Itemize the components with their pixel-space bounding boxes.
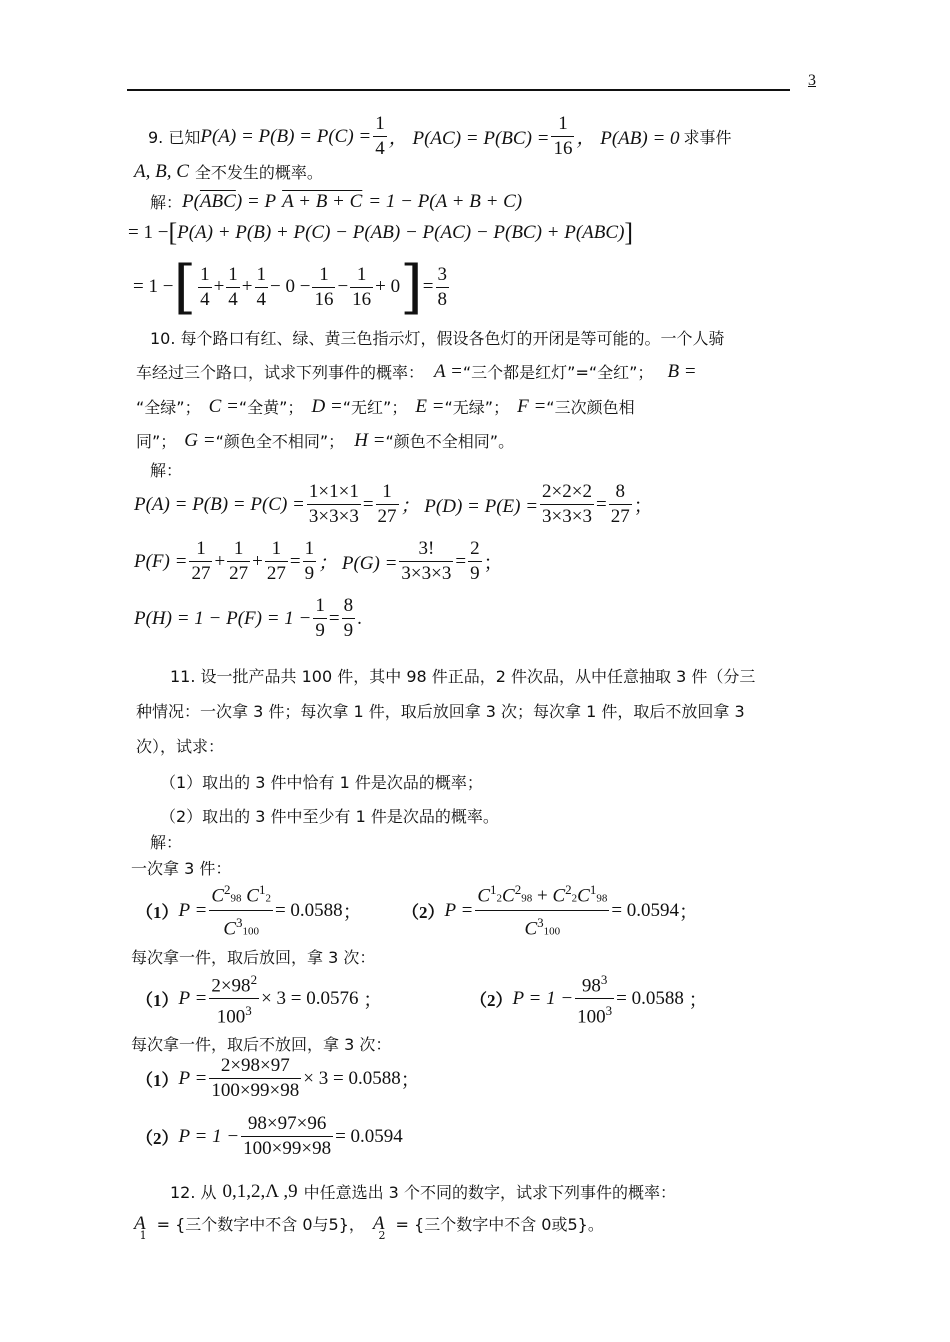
q9-solution-line1 [150, 190, 522, 213]
q10-D: D = [311, 395, 343, 417]
q10-B: B = [667, 360, 697, 382]
q12-p1a: 12. 从 [170, 1183, 217, 1202]
q9-l3-f3: $\frac{1}{4}$ [256, 263, 267, 310]
q11-c3-label1: （1） [136, 1071, 179, 1090]
q9-l1-lhs: P( [182, 190, 200, 212]
q10-eq3: P(H) = 1 − P(F) = 1 − $\frac{1}{9}$ = $\frac{8}{9}$ . [134, 595, 362, 641]
q9-l1-bar: $\overline{ABC}$ [199, 190, 236, 212]
q9-l3-f5: $\frac{1}{16}$ [352, 263, 372, 310]
q9-ask: 求事件 [683, 128, 732, 147]
q10-p4 [136, 429, 514, 452]
q11-c1-r2: = 0.0594 [611, 899, 680, 921]
q11-p2: 种情况：一次拿 3 件；每次拿 1 件，取后放回拿 3 次；每次拿 1 件，取后不放回拿 3 [136, 702, 745, 721]
q11-c2-label1: （1） [136, 991, 179, 1011]
q12-A1-sub: 1 [139, 1229, 147, 1242]
q11-c2-P1: P = [178, 987, 208, 1009]
q9-l3-close: ] [400, 253, 423, 321]
q10-H-desc: “颜色不全相同”。 [385, 432, 515, 451]
q10-eq2-res2: $\frac{2}{9}$ [470, 538, 480, 584]
q11-sol-label: 解： [150, 833, 183, 852]
q10-eq1-f2: $\frac{1}{27}$ [377, 481, 397, 527]
q11-c2-P2: P = 1 − [512, 987, 574, 1009]
q10-eq2-f2: $\frac{3!}{3\times 3\times 3}$ [401, 538, 452, 584]
q10-eq3-f: $\frac{1}{9}$ [315, 595, 325, 641]
q10-H: H = [354, 429, 386, 451]
q9-l3-result: $\frac{3}{8}$ [437, 263, 447, 310]
q9-ask2: 全不发生的概率。 [194, 163, 323, 182]
q9-intro: 9. 已知 [148, 128, 201, 147]
q11-c1-label1: （1） [136, 903, 179, 923]
q9-cond3: ， P(AB) = 0 [576, 128, 680, 149]
q11-s1: （1）取出的 3 件中恰有 1 件是次品的概率； [160, 773, 483, 792]
q11-c1-r1: = 0.0588 [274, 899, 343, 921]
q10-eq1-lhs: P(A) = P(B) = P(C) = [134, 493, 305, 515]
q10-A: A = [434, 360, 463, 382]
q12-p1b: 中任意选出 3 个不同的数字，试求下列事件的概率： [303, 1183, 676, 1202]
q9-l2-close: ] [624, 218, 634, 247]
q11-c3-P1: P = [178, 1067, 208, 1089]
q11-c1-frac1: $\frac{C^298 C^12}{C^3100}$ [209, 878, 273, 944]
q12-events [134, 1212, 604, 1242]
q11-case2-eq2: （2） P = 1 − $\frac{98^3}{100^3}$ = 0.0588 ； [470, 968, 708, 1030]
q10-E: E = [415, 395, 445, 417]
q12-A2-desc: = {三个数字中不含 0或5}。 [395, 1215, 604, 1234]
q9-l1-mid: ) = P [235, 190, 277, 212]
q11-p1: 11. 设一批产品共 100 件，其中 98 件正品，2 件次品，从中任意抽取 3 件（分三 [170, 667, 756, 686]
q11-c3-label2: （2） [136, 1129, 179, 1148]
q10-p2a: 车经过三个路口，试求下列事件的概率： [136, 363, 425, 382]
q11-c3-frac1: $\frac{2\times 98\times 97}{100\times 99\times 98}$ [211, 1055, 300, 1101]
q11-c3-r2: = 0.0594 [335, 1125, 403, 1147]
q9-l3-f2: $\frac{1}{4}$ [228, 263, 238, 310]
q11-c2-frac2: $\frac{98^3}{100^3}$ [575, 968, 614, 1030]
q9-sol-label: 解： [150, 193, 183, 212]
header-rule [127, 89, 790, 91]
q11-c1-label2: （2） [402, 903, 445, 923]
q11-s2: （2）取出的 3 件中至少有 1 件是次品的概率。 [160, 807, 499, 826]
q10-eq2-mid: ； P(G) = [318, 553, 398, 574]
q10-C-desc: “全黄”； [238, 398, 304, 417]
q9-cond2: ， P(AC) = P(BC) = [388, 128, 550, 149]
q11-case2: 每次拿一件，取后放回，拿 3 次： [131, 948, 376, 967]
q10-eq1-mid: ； P(D) = P(E) = [400, 496, 539, 517]
page-number: 3 [808, 72, 816, 89]
q9-solution-line3: = 1 − [ $\frac{1}{4}$ + $\frac{1}{4}$ + $\frac{1}{4}$ − 0 − $\frac{1}{16}$ − $\frac{1}{16}$ + 0 ] = $\frac{3}{8}$ [133, 253, 447, 321]
q10-F: F = [517, 395, 547, 417]
q10-sol-label: 解： [150, 461, 183, 480]
q11-case1-eq2: （2） P = $\frac{C^12C^298 + C^22C^198}{C^3100}$ = 0.0594 ； [402, 878, 698, 944]
q10-D-desc: “无红”； [342, 398, 408, 417]
q10-G: G = [184, 429, 216, 451]
q11-p3: 次），试求： [136, 737, 225, 756]
q9-l3-prefix: = 1 − [133, 276, 174, 297]
q10-eq2: P(F) = $\frac{1}{27}$ + $\frac{1}{27}$ + $\frac{1}{27}$ = $\frac{1}{9}$ ； P(G) = $\frac{3!}{3\times 3\times 3}$ = $\frac{2}{9}$ ； [134, 538, 503, 584]
q9-l3-open: [ [173, 253, 197, 321]
q10-F-desc: “三次颜色相 [546, 398, 635, 417]
q12-A2-sub: 2 [378, 1229, 386, 1242]
q11-case1-eq1: （1） P = $\frac{C^298 C^12}{C^3100}$ = 0.0588 ； [136, 878, 362, 944]
q11-c2-r1: × 3 = 0.0576 [261, 987, 359, 1009]
q9-frac1: $\frac{1}{4}$ [375, 113, 385, 159]
q11-c3-P2: P = 1 − [178, 1125, 240, 1147]
q10-p4a: 同”； [136, 432, 177, 451]
q10-p3 [136, 395, 635, 418]
q9-l2-prefix: = 1 − [128, 222, 169, 243]
q10-eq1-f3: $\frac{2\times 2\times 2}{3\times 3\times 3}$ [542, 481, 592, 527]
q9-l1-rhs: = 1 − P(A + B + C) [368, 190, 523, 212]
q9-statement [148, 112, 732, 161]
q11-c1-P2: P = [444, 899, 474, 921]
q11-c2-r2: = 0.0588 [616, 987, 684, 1009]
q12-A2: A [372, 1212, 385, 1234]
q10-p1: 10. 每个路口有红、绿、黄三色指示灯，假设各色灯的开闭是等可能的。一个人骑 [150, 329, 725, 348]
q9-cond1: P(A) = P(B) = P(C) = [200, 125, 372, 147]
q10-eq2-fc: $\frac{1}{27}$ [266, 538, 286, 584]
q9-events: A, B, C [134, 160, 189, 182]
q10-eq1-f4: $\frac{8}{27}$ [610, 481, 630, 527]
q9-l2-body: P(A) + P(B) + P(C) − P(AB) − P(AC) − P(BC) + P(ABC) [177, 222, 625, 243]
q11-case1: 一次拿 3 件： [131, 859, 232, 878]
q10-eq1-f1: $\frac{1\times 1\times 1}{3\times 3\times 3}$ [308, 481, 359, 527]
q11-c3-r1: × 3 = 0.0588 [303, 1067, 401, 1089]
q9-l2-open: [ [168, 218, 178, 247]
q10-E-desc: “无绿”； [444, 398, 510, 417]
q10-eq2-lhs: P(F) = [134, 550, 188, 572]
q9-l3-f1: $\frac{1}{4}$ [200, 263, 210, 310]
q9-l1-arg: A + B + C [282, 190, 363, 212]
q10-eq1: P(A) = P(B) = P(C) = $\frac{1\times 1\times 1}{3\times 3\times 3}$ = $\frac{1}{27}$ ； P(D) = P(E) = $\frac{2\times 2\times 2}{3\times 3\times 3}$ = $\frac{8}{27}$ ； [134, 481, 653, 527]
q11-c2-frac1: $\frac{2\times 98^2}{100^3}$ [209, 968, 259, 1030]
q11-c1-frac2: $\frac{C^12C^298 + C^22C^198}{C^3100}$ [475, 878, 609, 944]
q12-A1: A [134, 1212, 146, 1234]
q11-case3-eq2 [136, 1112, 403, 1161]
q9-frac2: $\frac{1}{16}$ [553, 113, 573, 159]
q11-c2-label2: （2） [470, 991, 513, 1011]
q10-eq2-res: $\frac{1}{9}$ [304, 538, 315, 584]
q10-eq3-lhs: P(H) = 1 − P(F) = 1 − [134, 607, 312, 629]
q11-c1-P1: P = [178, 899, 208, 921]
q10-p2 [136, 360, 697, 383]
q12-p1 [170, 1180, 676, 1203]
q10-eq2-fa: $\frac{1}{27}$ [191, 538, 211, 584]
q12-digits: 0,1,2,Λ ,9 [222, 1180, 298, 1202]
q11-case3-eq1: （1） P = $\frac{2\times 98\times 97}{100\times 99\times 98}$ × 3 = 0.0588 ； [136, 1055, 420, 1101]
q10-C: C = [208, 395, 239, 417]
q10-A-desc: “三个都是红灯”=“全红”； [462, 363, 654, 382]
q10-B-desc: “全绿”； [136, 398, 201, 417]
q9-l3-f4: $\frac{1}{16}$ [314, 263, 334, 310]
q9-statement-2 [134, 160, 323, 183]
q10-G-desc: “颜色全不相同”； [215, 432, 345, 451]
q10-eq3-res: $\frac{8}{9}$ [343, 595, 354, 641]
q11-case3: 每次拿一件，取后不放回，拿 3 次： [131, 1035, 392, 1054]
q9-solution-line2 [128, 218, 633, 248]
q10-eq2-fb: $\frac{1}{27}$ [229, 538, 249, 584]
q11-case2-eq1: （1） P = $\frac{2\times 98^2}{100^3}$ × 3 = 0.0576 ； [136, 968, 382, 1030]
q11-c3-frac2: $\frac{98\times 97\times 96}{100\times 99\times 98}$ [243, 1113, 332, 1159]
q12-A1-desc: = {三个数字中不含 0与5}， [156, 1215, 365, 1234]
